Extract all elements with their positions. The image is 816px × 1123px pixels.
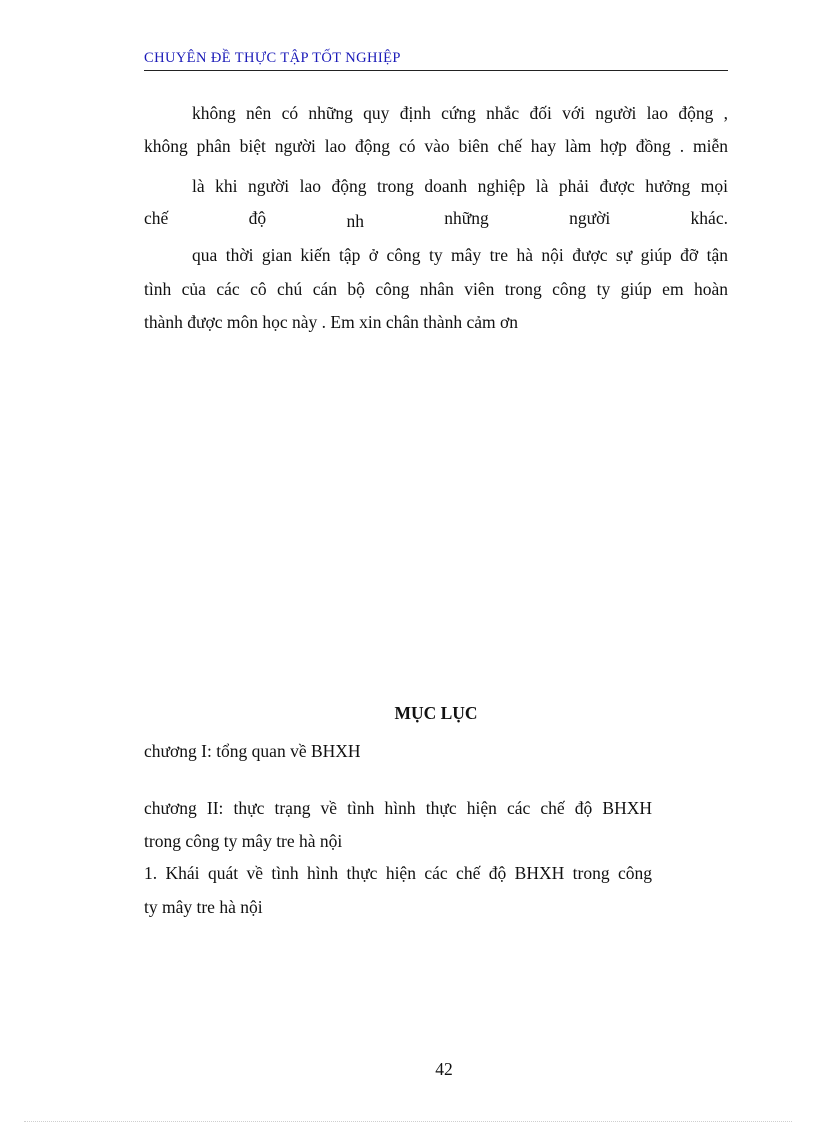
toc-title: MỤC LỤC bbox=[394, 703, 478, 723]
body-line: tình của các cô chú cán bộ công nhân viên trong công ty giúp em hoàn bbox=[144, 279, 728, 299]
body-word: người bbox=[569, 208, 611, 228]
body-word: những bbox=[444, 208, 489, 228]
toc-item: chương II: thực trạng về tình hình thực hiện các chế độ BHXH bbox=[144, 798, 652, 818]
header-title: CHUYÊN ĐỀ THỰC TẬP TỐT NGHIỆP bbox=[144, 50, 401, 66]
body-word: khác. bbox=[690, 208, 728, 228]
toc-item: chương I: tổng quan về BHXH bbox=[144, 741, 361, 761]
body-line-spread bbox=[144, 207, 728, 229]
toc-item: ty mây tre hà nội bbox=[144, 897, 263, 917]
body-line: qua thời gian kiến tập ở công ty mây tre hà nội được sự giúp đỡ tận bbox=[192, 245, 728, 265]
page-bottom-rule bbox=[24, 1121, 792, 1122]
body-word: độ bbox=[248, 208, 267, 228]
body-word: chế bbox=[144, 208, 169, 228]
body-line: thành được môn học này . Em xin chân thành cảm ơn bbox=[144, 312, 519, 332]
body-line: không nên có những quy định cứng nhắc đối với người lao động , bbox=[192, 103, 728, 123]
body-line: không phân biệt người lao động có vào biên chế hay làm hợp đồng . miễn bbox=[144, 136, 728, 156]
page-number: 42 bbox=[435, 1059, 453, 1079]
body-word: nh bbox=[346, 211, 364, 231]
page-header bbox=[144, 48, 728, 71]
toc-item: 1. Khái quát về tình hình thực hiện các chế độ BHXH trong công bbox=[144, 863, 652, 883]
toc-item: trong công ty mây tre hà nội bbox=[144, 831, 343, 851]
body-line: là khi người lao động trong doanh nghiệp là phải được hưởng mọi bbox=[192, 176, 728, 196]
